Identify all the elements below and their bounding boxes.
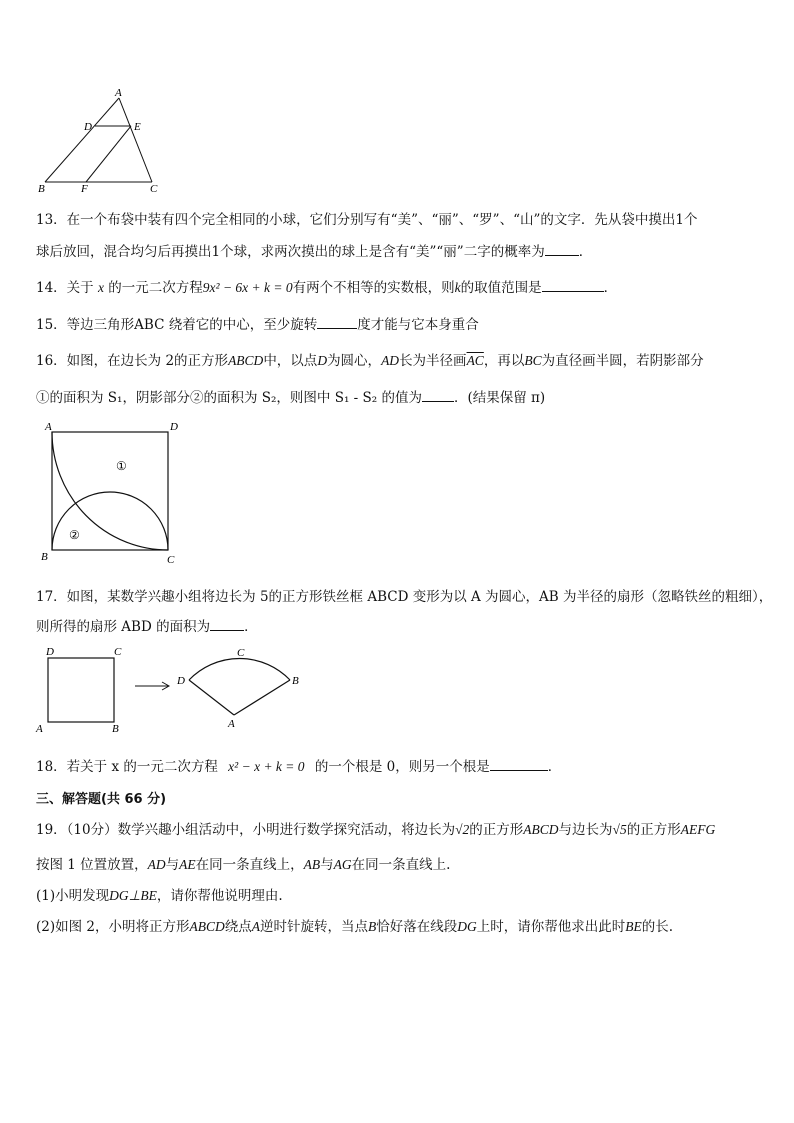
q16-text-e: ，再以 xyxy=(483,353,525,369)
question-15 xyxy=(36,313,479,333)
label-a2: A xyxy=(228,718,235,730)
q16-text-c: 为圆心， xyxy=(327,353,382,369)
question-18 xyxy=(36,755,561,775)
q19-sub2-point-a: A xyxy=(251,919,261,934)
answer-blank-16 xyxy=(422,389,454,402)
label-a: A xyxy=(36,723,43,735)
q15-suffix: 度才能与它本身重合 xyxy=(357,317,479,333)
question-19-sub-2 xyxy=(36,915,673,935)
q19-sub2-c: 逆时针旋转，当点 xyxy=(260,919,369,935)
q18-end: ． xyxy=(547,759,562,775)
q19-sub2-be: BE xyxy=(625,919,642,934)
q19-ab: AB xyxy=(303,857,321,872)
q16-abcd: ABCD xyxy=(228,353,264,368)
question-14 xyxy=(36,276,617,296)
question-13-end: ． xyxy=(578,244,593,260)
q19-abcd: ABCD xyxy=(523,822,559,837)
q16-text-a: 16．如图，在边长为 2的正方形 xyxy=(36,353,229,369)
label-f: F xyxy=(81,183,88,195)
q15-prefix: 15．等边三角形ABC 绕着它的中心，至少旋转 xyxy=(36,317,318,333)
q18-mid: 的一个根是 0，则另一个根是 xyxy=(314,759,490,775)
square-frame xyxy=(48,658,114,722)
answer-blank-18 xyxy=(490,758,548,771)
square-to-sector-figure xyxy=(34,640,324,740)
q16-text-d: 长为半径画 xyxy=(399,353,467,369)
q16-text-b: 中，以点 xyxy=(263,353,318,369)
label-c: C xyxy=(114,646,122,658)
question-19-sub-1 xyxy=(36,884,283,904)
q14-mid2: 有两个不相等的实数根，则 xyxy=(292,280,455,296)
question-13-line-1: 13．在一个布袋中装有四个完全相同的小球，它们分别写有“美”、“丽”、“罗”、“山”的文字．先从袋中摸出1个 xyxy=(36,212,698,228)
question-19-line-2 xyxy=(36,853,450,873)
question-17-line-1: 17．如图，某数学兴趣小组将边长为 5的正方形铁丝框 ABCD 变形为以 A 为圆心，AB 为半径的扇形（忽略铁丝的粗细）， xyxy=(36,589,773,605)
q19-sub2-abcd: ABCD xyxy=(189,919,225,934)
sector-radius-ad xyxy=(189,680,234,715)
q16-ad: AD xyxy=(381,353,400,368)
label-c2: C xyxy=(237,647,245,659)
q16-bc: BC xyxy=(524,353,542,368)
region-1-label: ① xyxy=(116,459,127,473)
q18-prefix: 18．若关于 x 的一元二次方程 xyxy=(36,759,218,775)
q19-sub2-dg: DG xyxy=(457,919,477,934)
label-b: B xyxy=(38,183,45,195)
question-17-line-2 xyxy=(36,615,258,635)
q16-arc-ac: $\overline{AC}$ xyxy=(466,353,484,368)
label-b: B xyxy=(112,723,119,735)
q14-prefix: 14．关于 xyxy=(36,280,94,296)
q19-text-c: 与边长为 xyxy=(558,822,613,838)
q19-text-e: 按图 1 位置放置， xyxy=(36,857,148,873)
question-13-line-2 xyxy=(36,240,592,260)
q19-ad: AD xyxy=(147,857,166,872)
question-16-line-2 xyxy=(36,386,545,406)
label-c: C xyxy=(167,554,175,566)
section-title: 三、解答题(共 66 分) xyxy=(36,792,167,807)
label-a: A xyxy=(115,87,122,99)
q19-aefg: AEFG xyxy=(680,822,716,837)
answer-blank-13 xyxy=(545,243,579,256)
q14-equation: 9x² − 6x + k = 0 xyxy=(202,280,293,295)
q18-equation: x² − x + k = 0 xyxy=(228,759,305,774)
q16-text-f: 为直径画半圆，若阴影部分 xyxy=(541,353,704,369)
sector-radius-ab xyxy=(234,680,290,715)
answer-blank-17 xyxy=(210,618,244,631)
q16-d: D xyxy=(317,353,328,368)
label-b2: B xyxy=(292,675,299,687)
region-2-label: ② xyxy=(69,528,80,542)
label-e: E xyxy=(134,121,141,133)
q14-var-k: k xyxy=(454,280,461,295)
q19-sub2-f: 的长. xyxy=(641,919,674,935)
label-d: D xyxy=(170,421,178,433)
q19-ae: AE xyxy=(179,857,196,872)
q16-text-g: ①的面积为 S₁，阴影部分②的面积为 S₂，则图中 S₁ - S₂ 的值为 xyxy=(36,390,422,406)
q19-sub2-d: 恰好落在线段 xyxy=(376,919,458,935)
question-16-line-1 xyxy=(36,349,704,369)
q19-sub2-b: 绕点 xyxy=(224,919,252,935)
q19-sub2-e: 上时，请你帮他求出此时 xyxy=(476,919,626,935)
q19-text-d: 的正方形 xyxy=(626,822,681,838)
q19-text-a: 19．（10分）数学兴趣小组活动中，小明进行数学探究活动，将边长为 xyxy=(36,822,456,838)
square-arcs-figure xyxy=(36,418,186,568)
label-a: A xyxy=(45,421,52,433)
label-d2: D xyxy=(177,675,185,687)
label-d: D xyxy=(46,646,54,658)
side-ab xyxy=(45,98,119,182)
answer-blank-14 xyxy=(542,279,604,292)
q19-sub2-point-b: B xyxy=(368,919,377,934)
q19-ag: AG xyxy=(333,857,352,872)
q14-var-x: x xyxy=(97,280,104,295)
q19-sub1-a: (1)小明发现 xyxy=(36,888,110,904)
q19-text-h: 与 xyxy=(320,857,334,873)
q14-mid: 的一元二次方程 xyxy=(108,280,203,296)
question-19-line-1 xyxy=(36,818,715,838)
q19-sqrt2: √2 xyxy=(455,822,470,837)
q14-end: ． xyxy=(603,280,618,296)
q19-sub1-relation: DG⊥BE xyxy=(109,888,157,903)
q19-text-g: 在同一条直线上， xyxy=(195,857,304,873)
q19-sub2-a: (2)如图 2，小明将正方形 xyxy=(36,919,190,935)
q14-suffix: 的取值范围是 xyxy=(460,280,542,296)
q19-sub1-b: ，请你帮他说明理由. xyxy=(156,888,283,904)
sector-arc xyxy=(189,658,290,680)
q19-text-f: 与 xyxy=(165,857,180,873)
q16-text-h: ．(结果保留 π) xyxy=(453,390,546,406)
label-d: D xyxy=(84,121,92,133)
q17-text-a: 则所得的扇形 ABD 的面积为 xyxy=(36,619,211,635)
segment-ef xyxy=(86,126,131,182)
q19-sqrt5: √5 xyxy=(612,822,627,837)
question-13-text: 球后放回，混合均匀后再摸出1个球，求两次摸出的球上是含有“美”“丽”二字的概率为 xyxy=(36,244,545,260)
q17-text-b: ． xyxy=(244,619,258,635)
q19-text-b: 的正方形 xyxy=(469,822,524,838)
triangle-figure xyxy=(30,84,170,198)
answer-blank-15 xyxy=(317,316,357,329)
side-ac xyxy=(119,98,152,182)
label-c: C xyxy=(150,183,158,195)
q19-text-i: 在同一条直线上. xyxy=(351,857,451,873)
label-b: B xyxy=(41,551,48,563)
